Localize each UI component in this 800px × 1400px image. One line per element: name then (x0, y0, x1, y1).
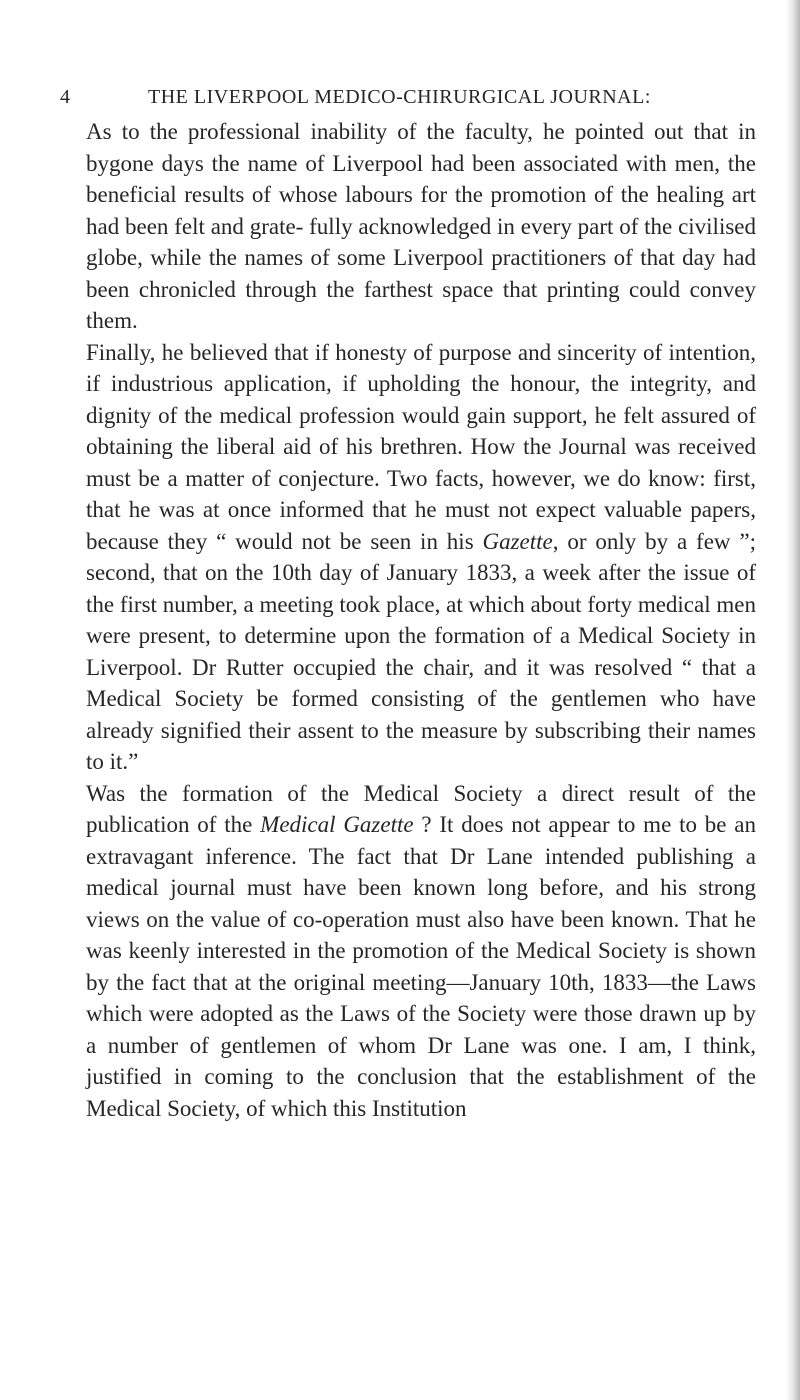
italic-title: Gazette (482, 528, 553, 554)
paragraph-text: Finally, he believed that if honesty of purpose and sincerity of intention, if industrious application, if upholding the honour, the integrity, and dignity of the medical profession would gain support, he felt assured of obtaining the liberal aid of his brethren. How the Journal was received must be a matter of conjecture. Two facts, however, we do know: first, that he was at once informed that he must not expect valuable papers, because they “ would not be seen in his (86, 339, 756, 554)
paragraph-text: ? It does not appear to me to be an extravagant inference. The fact that Dr Lane intended publishing a medical journal must have been known long before, and his strong views on the value of co-operation must also have been known. That he was keenly interested in the promotion of the Medical Society is shown by the fact that at the original meeting—January 10th, 1833—the Laws which were adopted as the Laws of the Society were those drawn up by a number of gentlemen of whom Dr Lane was one. I am, I think, justified in coming to the conclusion that the establishment of the Medical Society, of which this Institution (86, 812, 756, 1121)
paragraph (86, 778, 756, 1125)
page-number: 4 (60, 86, 71, 108)
paragraph-text: , or only by a few ”; second, that on the 10th day of January 1833, a week after the issue of the first number, a meeting took place, at which about forty medical men were present, to determine upon the formation of a Medical Society in Liverpool. Dr Rutter occupied the chair, and it was resolved “ that a Medical Society be formed consisting of the gentlemen who have already signified their assent to the measure by subscribing their names to it.” (86, 528, 756, 774)
article-body (86, 116, 756, 1124)
paragraph-text: Was the formation of the Medical Society a direct result of the publication of the (86, 780, 756, 837)
scanned-page-edge (786, 0, 800, 1400)
paragraph (86, 116, 756, 337)
paragraph-text: As to the professional inability of the faculty, he pointed out that in bygone days the name of Liverpool had been associated with men, the beneficial results of whose labours for the promotion of the healing art had been felt and grate- fully acknowledged in every part of the civilised globe, while the names of some Liverpool practitioners of that day had been chronicled through the farthest space that printing could convey them. (86, 119, 756, 333)
running-title: THE LIVERPOOL MEDICO-CHIRURGICAL JOURNAL: (148, 86, 651, 108)
paragraph (86, 337, 756, 778)
page-header (60, 86, 780, 116)
italic-title: Medical Gazette (260, 812, 414, 837)
